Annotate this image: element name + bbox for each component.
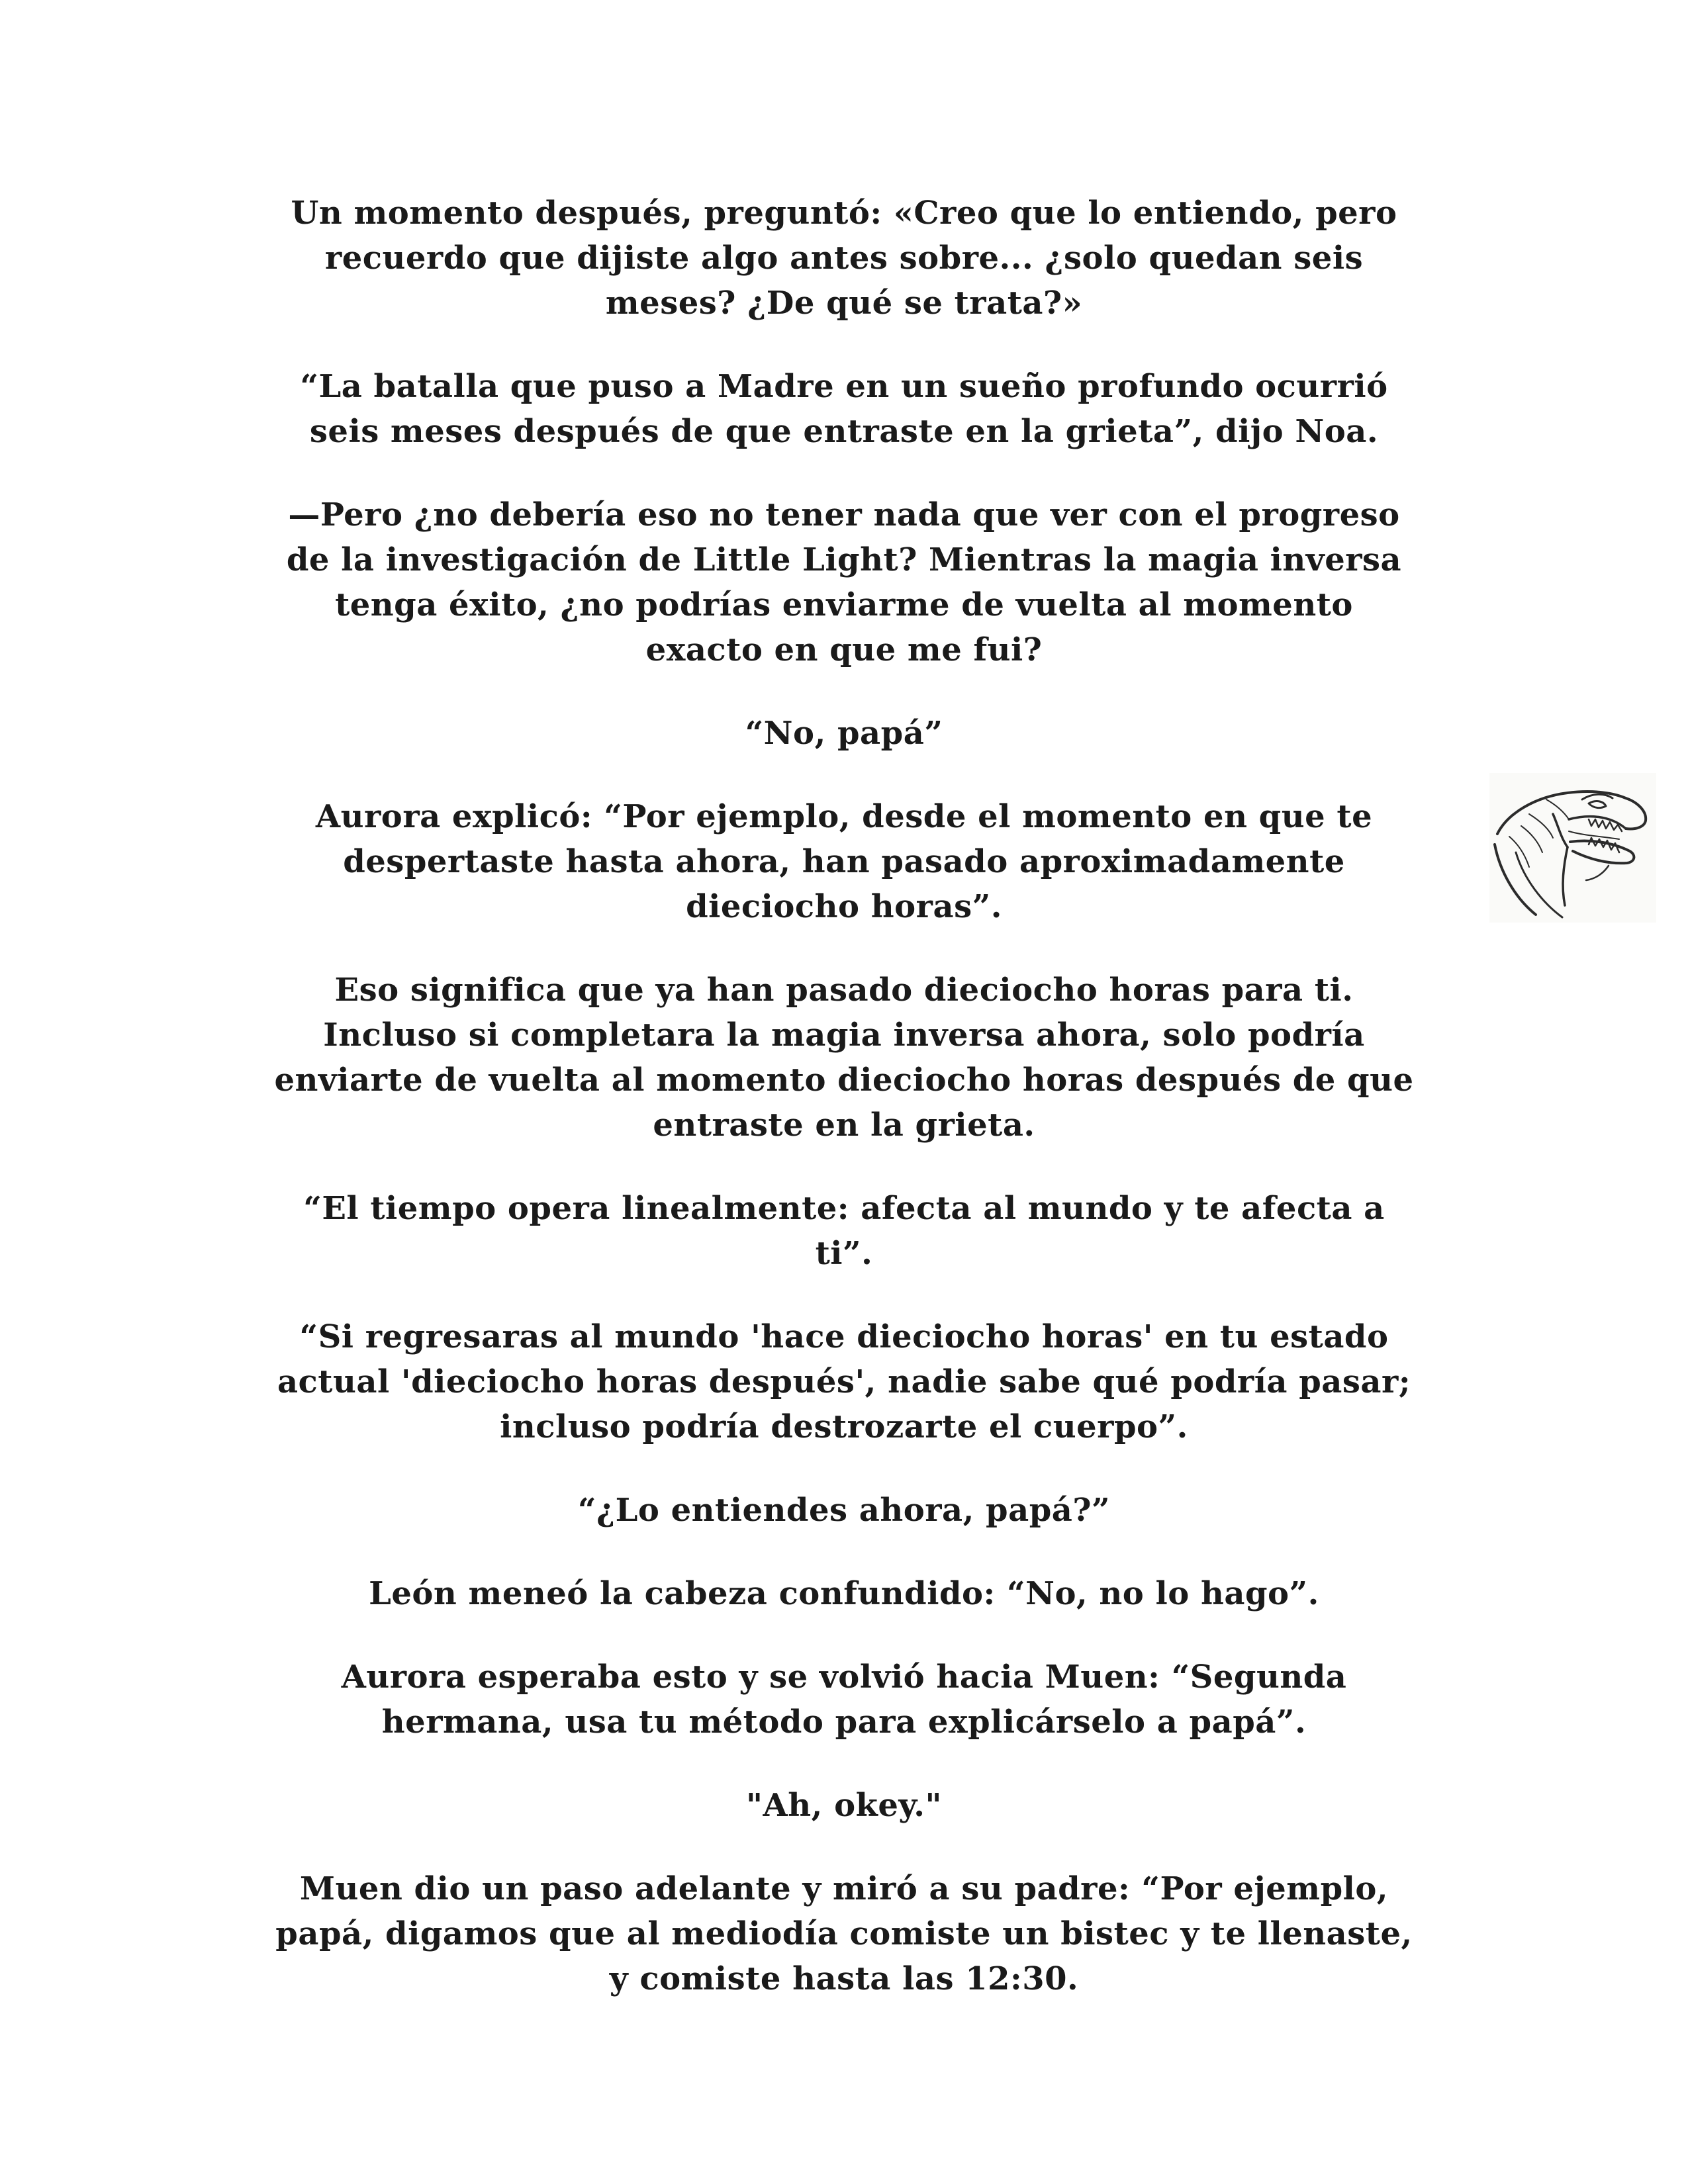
body-text — [212, 191, 1476, 2040]
paragraph: “¿Lo entiendes ahora, papá?” — [577, 1492, 1111, 1529]
paragraph: Aurora explicó: “Por ejemplo, desde el momento en que te despertaste hasta ahora, han pasado aproximadamente dieciocho horas”. — [315, 798, 1373, 925]
paragraph: León meneó la cabeza confundido: “No, no lo hago”. — [369, 1575, 1319, 1612]
paragraph: “El tiempo opera linealmente: afecta al mundo y te afecta a ti”. — [303, 1190, 1385, 1272]
paragraph: “La batalla que puso a Madre en un sueño profundo ocurrió seis meses después de que entraste en la grieta”, dijo Noa. — [300, 368, 1388, 450]
paragraph: “Si regresaras al mundo 'hace dieciocho horas' en tu estado actual 'dieciocho horas después', nadie sabe qué podría pasar; incluso podría destrozarte el cuerpo”. — [277, 1318, 1411, 1445]
paragraph: “No, papá” — [745, 715, 943, 752]
paragraph: Aurora esperaba esto y se volvió hacia Muen: “Segunda hermana, usa tu método para explicárselo a papá”. — [341, 1659, 1347, 1741]
paragraph: Eso significa que ya han pasado dieciocho horas para ti. Incluso si completara la magia inversa ahora, solo podría enviarte de vuelta al momento dieciocho horas después de que entraste en la grieta. — [274, 972, 1414, 1144]
dinosaur-head-sketch-icon — [1489, 773, 1656, 923]
paragraph: "Ah, okey." — [746, 1787, 942, 1824]
paragraph: Un momento después, preguntó: «Creo que lo entiendo, pero recuerdo que dijiste algo antes sobre... ¿solo quedan seis meses? ¿De qué se trata?» — [291, 195, 1397, 322]
paragraph: —Pero ¿no debería eso no tener nada que ver con el progreso de la investigación de Little Light? Mientras la magia inversa tenga éxito, ¿no podrías enviarme de vuelta al momento exacto en que me fui? — [286, 496, 1402, 668]
paragraph: Muen dio un paso adelante y miró a su padre: “Por ejemplo, papá, digamos que al mediodía comiste un bistec y te llenaste, y comiste hasta las 12:30. — [275, 1870, 1413, 1997]
